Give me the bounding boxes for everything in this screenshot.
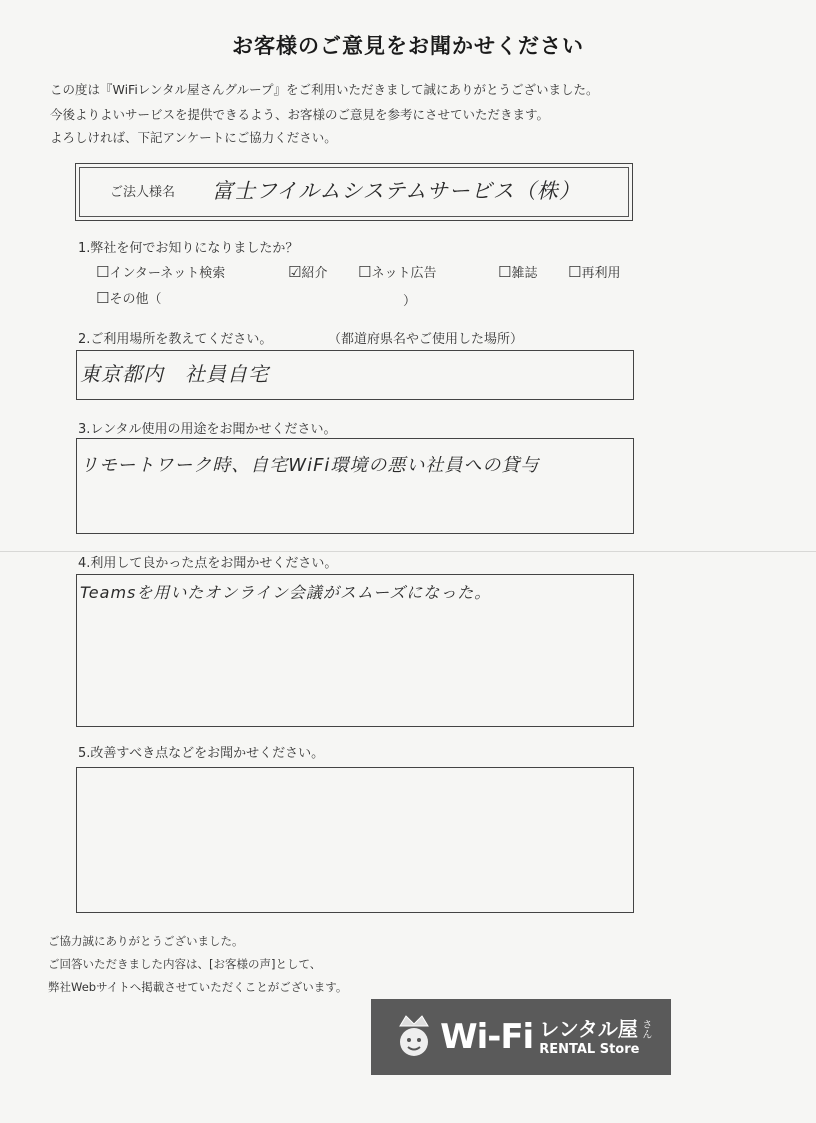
page-title: お客様のご意見をお聞かせください — [232, 34, 584, 58]
checkbox-checked-icon[interactable]: ☑ — [288, 263, 302, 281]
answer-4-text: Teamsを用いたオンライン会議がスムーズになった。 — [80, 583, 492, 602]
footer-line-1: ご協力誠にありがとうございました。 — [48, 934, 244, 948]
company-name-value[interactable]: 富士フイルムシステムサービス（株） — [212, 179, 581, 203]
checkbox-icon[interactable]: ☐ — [96, 263, 110, 281]
option-internet-search[interactable]: ☐インターネット検索 — [96, 263, 226, 281]
option-magazine[interactable]: ☐雑誌 — [498, 263, 538, 281]
logo-en-text: RENTAL Store — [539, 1041, 640, 1057]
option-other-close: ） — [403, 294, 417, 309]
checkbox-icon[interactable]: ☐ — [358, 263, 372, 281]
answer-2-text: 東京都内 社員自宅 — [80, 362, 269, 386]
question-3: 3.レンタル使用の用途をお聞かせください。 — [78, 422, 337, 437]
option-net-ad[interactable]: ☐ネット広告 — [358, 263, 437, 281]
question-1: 1.弊社を何でお知りになりましたか？ — [78, 241, 299, 256]
option-referral[interactable]: ☑紹介 — [288, 263, 328, 281]
logo-jp-text: レンタル屋 — [539, 1016, 638, 1041]
intro-line-1: この度は『WiFiレンタル屋さんグループ』をご利用いただきまして誠にありがとうございました。 — [50, 82, 599, 97]
logo-san-text: さん — [639, 1018, 651, 1039]
option-other[interactable]: ☐その他（ — [96, 289, 162, 307]
answer-3-text: リモートワーク時、自宅WiFi環境の悪い社員への貸与 — [80, 455, 540, 476]
company-name-label: ご法人様名 — [110, 185, 176, 200]
answer-5-box[interactable] — [76, 767, 634, 913]
checkbox-icon[interactable]: ☐ — [568, 263, 582, 281]
question-2: 2.ご利用場所を教えてください。 — [78, 332, 273, 347]
question-5: 5.改善すべき点などをお聞かせください。 — [78, 746, 325, 761]
footer-line-3: 弊社Webサイトへ掲載させていただくことがございます。 — [48, 980, 348, 994]
logo-wifi-text: Wi-Fi — [440, 1017, 534, 1057]
checkbox-icon[interactable]: ☐ — [96, 289, 110, 307]
checkbox-icon[interactable]: ☐ — [498, 263, 512, 281]
question-2-note: （都道府県名やご使用した場所） — [328, 332, 524, 347]
intro-line-3: よろしければ、下記アンケートにご協力ください。 — [50, 130, 337, 145]
footer-line-2: ご回答いただきました内容は、[お客様の声]として、 — [48, 957, 322, 971]
brand-logo — [371, 999, 671, 1075]
question-4: 4.利用して良かった点をお聞かせください。 — [78, 556, 338, 571]
option-reuse[interactable]: ☐再利用 — [568, 263, 621, 281]
intro-line-2: 今後よりよいサービスを提供できるよう、お客様のご意見を参考にさせていただきます。 — [50, 107, 550, 122]
mascot-crown-icon — [392, 1012, 436, 1062]
